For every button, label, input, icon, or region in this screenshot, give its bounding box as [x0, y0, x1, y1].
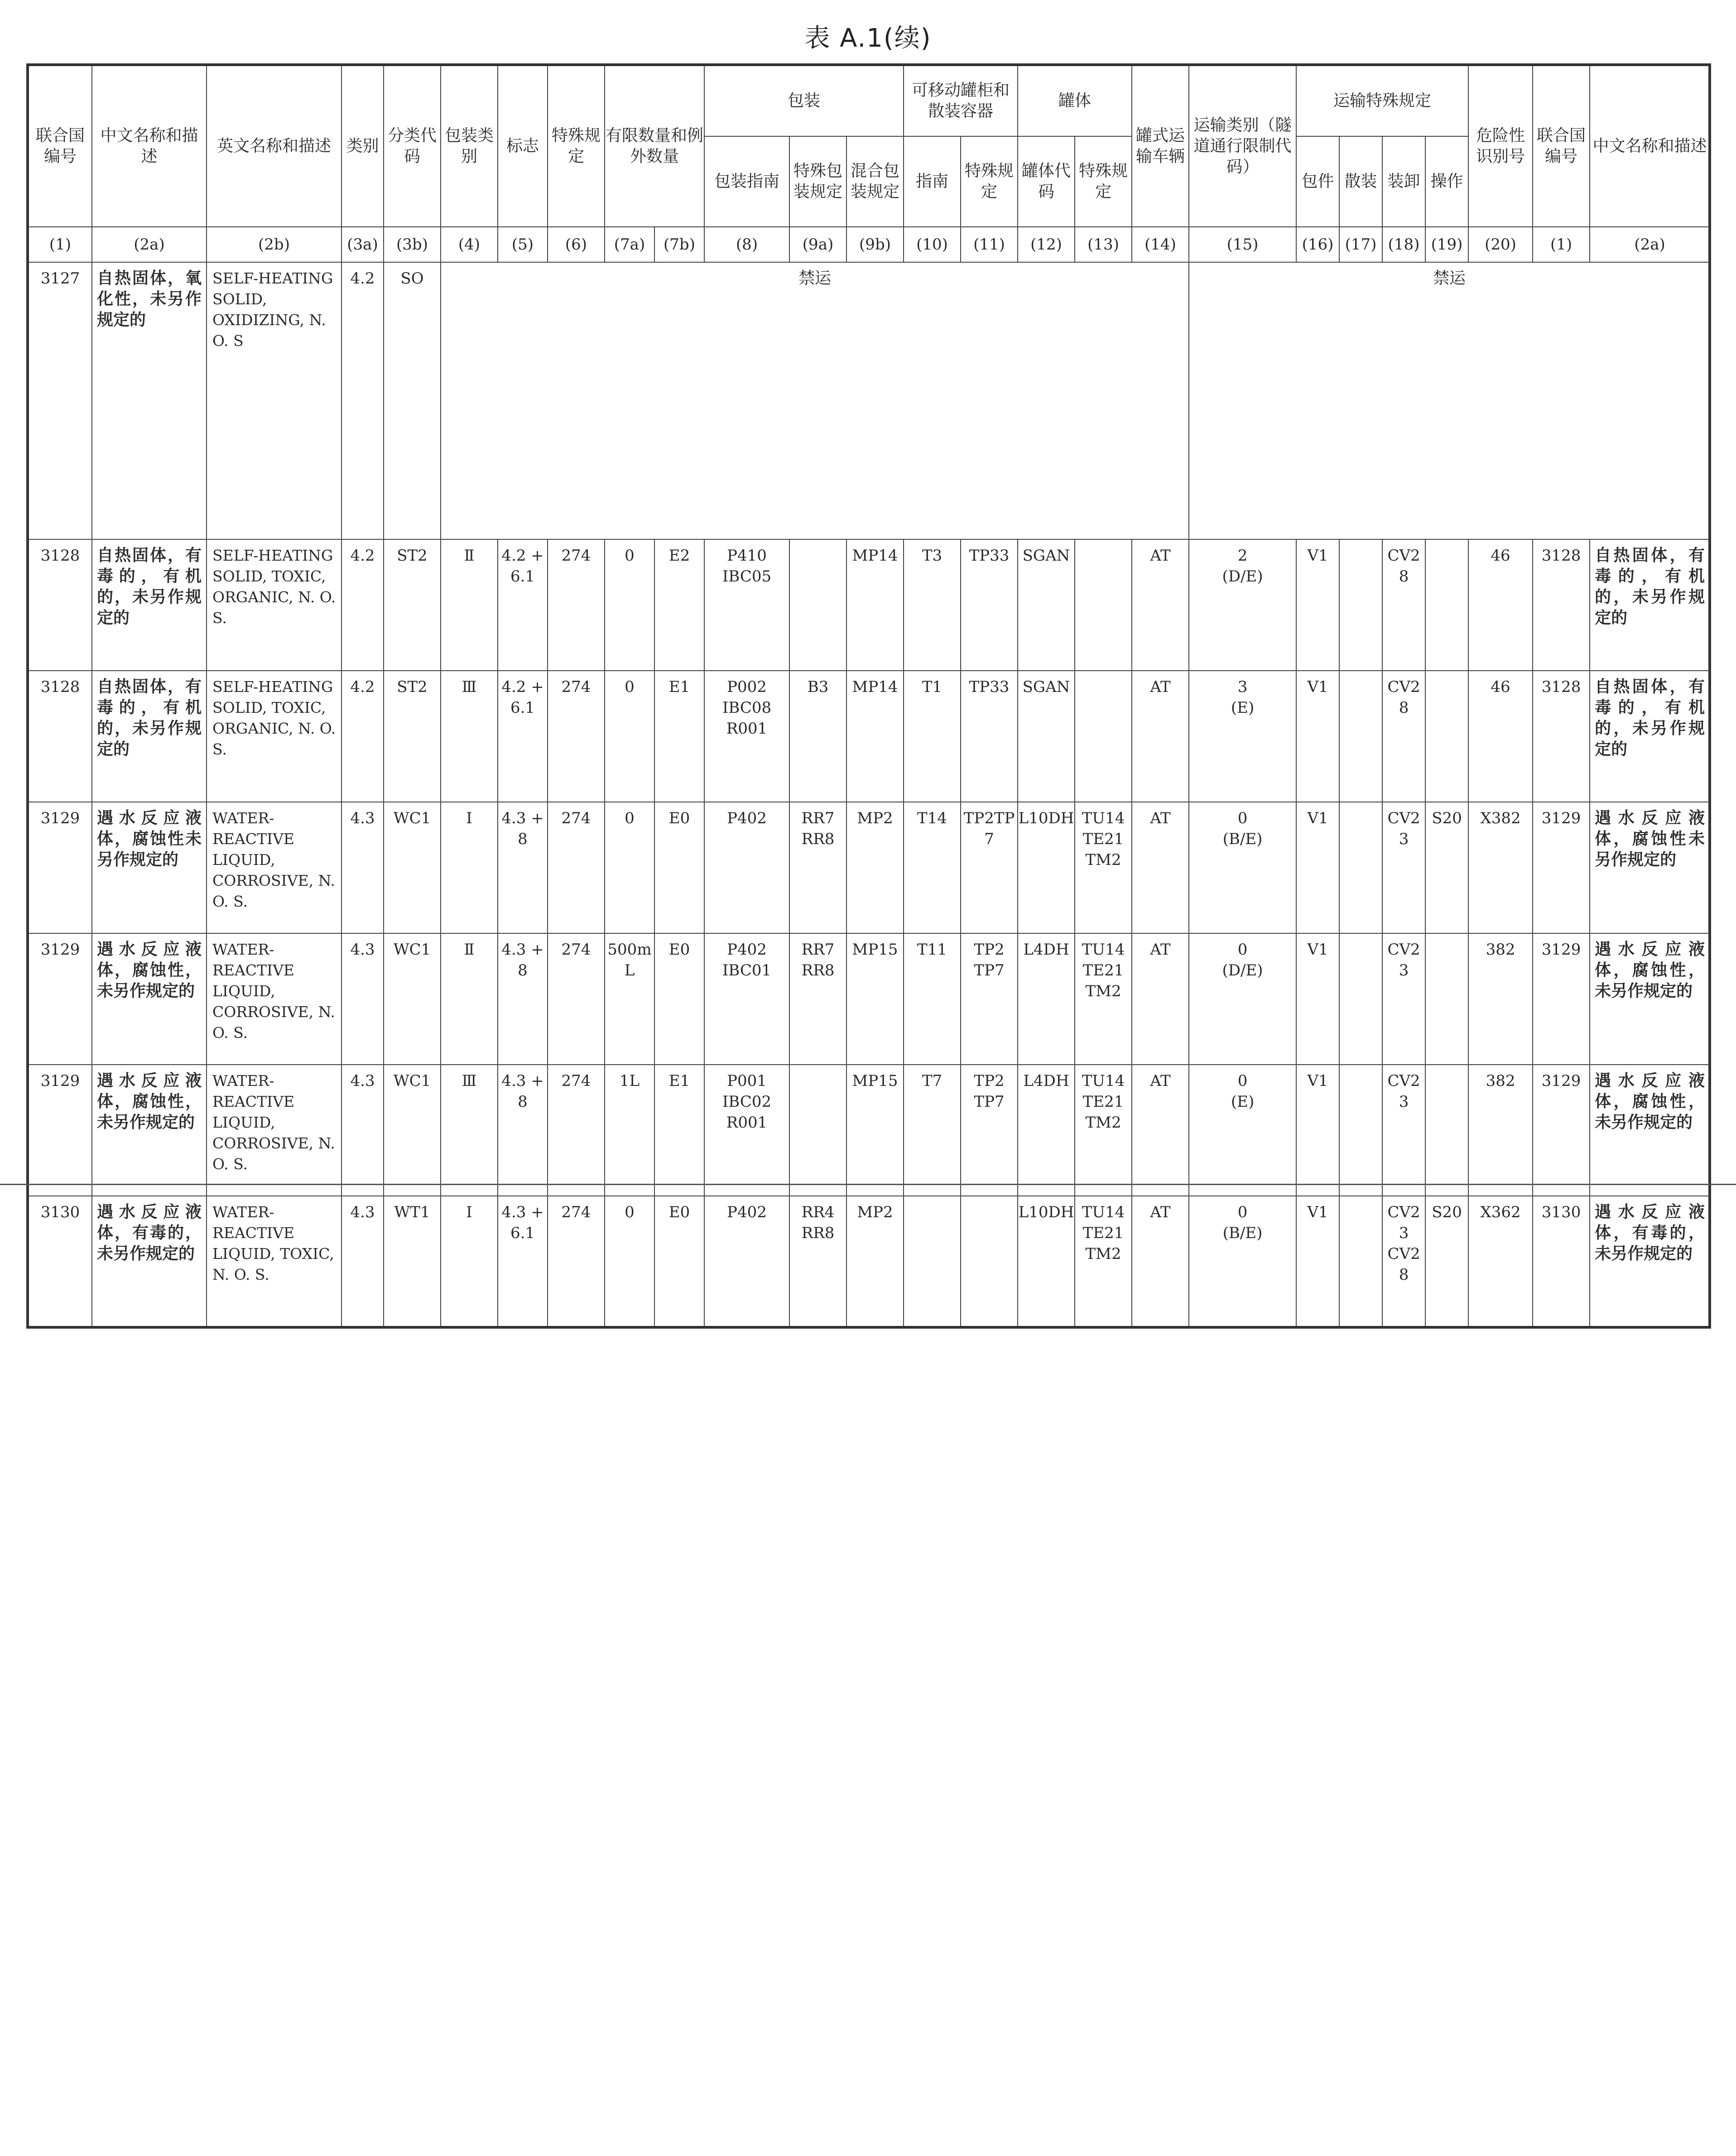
- table-cell: L10DH: [1018, 1196, 1075, 1327]
- column-number: (4): [441, 227, 498, 262]
- table-cell: 4.3: [341, 802, 384, 933]
- table-cell: 3129: [1533, 802, 1590, 933]
- table-cell: 1L: [605, 1065, 654, 1196]
- table-cell: WATER-REACTIVE LIQUID, TOXIC, N. O. S.: [207, 1196, 341, 1327]
- table-cell: TU14 TE21 TM2: [1075, 1196, 1132, 1327]
- column-number: (2a): [92, 227, 207, 262]
- table-cell: 4.3: [341, 933, 384, 1065]
- table-cell: [1425, 933, 1468, 1065]
- table-cell: 3128: [28, 539, 92, 671]
- table-cell: WATER-REACTIVE LIQUID, CORROSIVE, N. O. S.: [207, 933, 341, 1065]
- table-cell: TU14 TE21 TM2: [1075, 802, 1132, 933]
- header-mixed-packing: 混合包装规定: [846, 136, 904, 227]
- header-tank-code: 罐体代码: [1018, 136, 1075, 227]
- table-cell: 3128: [1533, 539, 1590, 671]
- table-cell: RR7 RR8: [789, 933, 846, 1065]
- column-number: (8): [704, 227, 789, 262]
- table-row: [28, 539, 1710, 671]
- table-cell: 自热固体，有毒的，有机的，未另作规定的: [92, 539, 207, 671]
- table-cell: 遇水反应液体，有毒的，未另作规定的: [1590, 1196, 1710, 1327]
- table-row: [28, 1065, 1710, 1196]
- table-cell: 274: [548, 1065, 605, 1196]
- table-cell: 4.2: [341, 539, 384, 671]
- header-portable-tanks: 可移动罐柜和散装容器: [904, 65, 1018, 136]
- table-cell: P402 IBC01: [704, 933, 789, 1065]
- table-cell: 4.3 + 6.1: [498, 1196, 548, 1327]
- table-cell: [1425, 539, 1468, 671]
- table-cell: 4.2 + 6.1: [498, 539, 548, 671]
- table-cell: CV28: [1382, 671, 1425, 802]
- table-cell: E0: [654, 1196, 704, 1327]
- column-number: (13): [1075, 227, 1132, 262]
- table-cell: 遇水反应液体，有毒的，未另作规定的: [92, 1196, 207, 1327]
- table-cell: 500mL: [605, 933, 654, 1065]
- table-cell: Ⅲ: [441, 1065, 498, 1196]
- table-cell: 4.2: [341, 262, 384, 539]
- table-cell: 4.2: [341, 671, 384, 802]
- banned-note: 禁运: [1189, 262, 1710, 539]
- table-cell: TP2 TP7: [961, 933, 1018, 1065]
- header-un-no: 联合国编号: [28, 65, 92, 227]
- column-number: (6): [548, 227, 605, 262]
- column-number: (9b): [846, 227, 904, 262]
- table-cell: 遇水反应液体，腐蚀性，未另作规定的: [92, 1065, 207, 1196]
- table-cell: MP2: [846, 802, 904, 933]
- column-number: (1): [1533, 227, 1590, 262]
- table-cell: B3: [789, 671, 846, 802]
- table-cell: L4DH: [1018, 933, 1075, 1065]
- table-cell: TP2 TP7: [961, 1065, 1018, 1196]
- table-cell: 遇水反应液体，腐蚀性，未另作规定的: [1590, 1065, 1710, 1196]
- table-cell: TP33: [961, 539, 1018, 671]
- column-number: (3a): [341, 227, 384, 262]
- table-row: [28, 802, 1710, 933]
- column-number: (12): [1018, 227, 1075, 262]
- table-cell: V1: [1296, 1196, 1339, 1327]
- table-cell: 0 (B/E): [1189, 1196, 1296, 1327]
- table-cell: V1: [1296, 671, 1339, 802]
- table-cell: V1: [1296, 539, 1339, 671]
- table-cell: V1: [1296, 802, 1339, 933]
- table-cell: AT: [1132, 539, 1189, 671]
- table-cell: 遇水反应液体，腐蚀性未另作规定的: [1590, 802, 1710, 933]
- table-cell: [1339, 933, 1382, 1065]
- table-cell: TP33: [961, 671, 1018, 802]
- column-number: (2a): [1590, 227, 1710, 262]
- header-name-cn: 中文名称和描述: [92, 65, 207, 227]
- table-cell: CV28: [1382, 539, 1425, 671]
- table-cell: 46: [1468, 671, 1533, 802]
- table-cell: CV23 CV28: [1382, 1196, 1425, 1327]
- column-number: (7b): [654, 227, 704, 262]
- table-cell: 2 (D/E): [1189, 539, 1296, 671]
- table-cell: CV23: [1382, 933, 1425, 1065]
- column-number: (17): [1339, 227, 1382, 262]
- table-cell: P001 IBC02 R001: [704, 1065, 789, 1196]
- table-cell: V1: [1296, 1065, 1339, 1196]
- header-portable-instructions: 指南: [904, 136, 961, 227]
- table-cell: AT: [1132, 671, 1189, 802]
- table-cell: [1339, 1196, 1382, 1327]
- table-cell: AT: [1132, 933, 1189, 1065]
- table-cell: 3128: [1533, 671, 1590, 802]
- table-cell: WT1: [384, 1196, 441, 1327]
- table-cell: 4.3 + 8: [498, 1065, 548, 1196]
- header-packages: 包件: [1296, 136, 1339, 227]
- table-cell: WATER-REACTIVE LIQUID, CORROSIVE, N. O. S.: [207, 802, 341, 933]
- table-cell: 274: [548, 539, 605, 671]
- table-cell: T14: [904, 802, 961, 933]
- page-divider: [0, 1184, 1736, 1185]
- table-cell: 遇水反应液体，腐蚀性，未另作规定的: [92, 933, 207, 1065]
- table-cell: TU14 TE21 TM2: [1075, 1065, 1132, 1196]
- table-cell: 3129: [28, 802, 92, 933]
- column-number: (14): [1132, 227, 1189, 262]
- table-cell: E1: [654, 671, 704, 802]
- header-special-provisions: 特殊规定: [548, 65, 605, 227]
- table-cell: SELF-HEATING SOLID, TOXIC, ORGANIC, N. O. S.: [207, 671, 341, 802]
- column-number: (1): [28, 227, 92, 262]
- table-cell: 3128: [28, 671, 92, 802]
- header-carriage-provisions: 运输特殊规定: [1296, 65, 1468, 136]
- table-cell: ST2: [384, 539, 441, 671]
- table-cell: TP2TP7: [961, 802, 1018, 933]
- header-hazard-id: 危险性识别号: [1468, 65, 1533, 227]
- table-cell: MP14: [846, 539, 904, 671]
- table-cell: E0: [654, 802, 704, 933]
- table-cell: 3129: [1533, 933, 1590, 1065]
- header-transport-category: 运输类别（隧道通行限制代码）: [1189, 65, 1296, 227]
- table-cell: S20: [1425, 802, 1468, 933]
- table-cell: X382: [1468, 802, 1533, 933]
- table-cell: [1339, 1065, 1382, 1196]
- table-cell: 3129: [1533, 1065, 1590, 1196]
- table-cell: WC1: [384, 1065, 441, 1196]
- table-cell: 4.2 + 6.1: [498, 671, 548, 802]
- table-cell: [904, 1196, 961, 1327]
- table-cell: 274: [548, 933, 605, 1065]
- table-row: [28, 1196, 1710, 1327]
- table-cell: 274: [548, 671, 605, 802]
- banned-note: 禁运: [441, 262, 1189, 539]
- table-cell: E0: [654, 933, 704, 1065]
- table-cell: 3 (E): [1189, 671, 1296, 802]
- table-row: [28, 671, 1710, 802]
- column-number: (2b): [207, 227, 341, 262]
- table-cell: [1425, 1065, 1468, 1196]
- table-cell: T11: [904, 933, 961, 1065]
- table-cell: TU14 TE21 TM2: [1075, 933, 1132, 1065]
- column-number: (16): [1296, 227, 1339, 262]
- table-cell: 0: [605, 802, 654, 933]
- header-packing-instructions: 包装指南: [704, 136, 789, 227]
- table-cell: 3130: [1533, 1196, 1590, 1327]
- column-number: (15): [1189, 227, 1296, 262]
- column-number: (3b): [384, 227, 441, 262]
- table-cell: 3127: [28, 262, 92, 539]
- table-cell: SELF-HEATING SOLID, TOXIC, ORGANIC, N. O. S.: [207, 539, 341, 671]
- table-cell: [1339, 802, 1382, 933]
- table-cell: 自热固体，有毒的，有机的，未另作规定的: [1590, 671, 1710, 802]
- table-cell: P410 IBC05: [704, 539, 789, 671]
- column-number: (10): [904, 227, 961, 262]
- table-cell: WC1: [384, 933, 441, 1065]
- header-name-cn-right: 中文名称和描述: [1590, 65, 1710, 227]
- table-cell: 3129: [28, 1065, 92, 1196]
- table-cell: WATER-REACTIVE LIQUID, CORROSIVE, N. O. S.: [207, 1065, 341, 1196]
- table-cell: L10DH: [1018, 802, 1075, 933]
- table-cell: S20: [1425, 1196, 1468, 1327]
- table-cell: Ⅰ: [441, 802, 498, 933]
- table-cell: T3: [904, 539, 961, 671]
- column-number: (5): [498, 227, 548, 262]
- column-number: (9a): [789, 227, 846, 262]
- table-cell: 3130: [28, 1196, 92, 1327]
- table-cell: [961, 1196, 1018, 1327]
- table-cell: P002 IBC08 R001: [704, 671, 789, 802]
- table-cell: 0: [605, 671, 654, 802]
- table-cell: V1: [1296, 933, 1339, 1065]
- table-cell: Ⅱ: [441, 933, 498, 1065]
- table-cell: L4DH: [1018, 1065, 1075, 1196]
- header-tank-vehicle: 罐式运输车辆: [1132, 65, 1189, 227]
- column-number: (20): [1468, 227, 1533, 262]
- header-class: 类别: [341, 65, 384, 227]
- table-cell: MP15: [846, 933, 904, 1065]
- table-cell: [1339, 671, 1382, 802]
- table-cell: 遇水反应液体，腐蚀性，未另作规定的: [1590, 933, 1710, 1065]
- table-cell: Ⅰ: [441, 1196, 498, 1327]
- header-tank-special: 特殊规定: [1075, 136, 1132, 227]
- table-cell: SGAN: [1018, 539, 1075, 671]
- table-cell: MP14: [846, 671, 904, 802]
- table-cell: E1: [654, 1065, 704, 1196]
- table-cell: E2: [654, 539, 704, 671]
- table-cell: 4.3: [341, 1196, 384, 1327]
- table-cell: 自热固体，氧化性，未另作规定的: [92, 262, 207, 539]
- table-cell: [1425, 671, 1468, 802]
- table-cell: MP2: [846, 1196, 904, 1327]
- table-cell: [789, 539, 846, 671]
- table-cell: RR7 RR8: [789, 802, 846, 933]
- table-cell: 274: [548, 1196, 605, 1327]
- table-cell: 4.3 + 8: [498, 802, 548, 933]
- table-cell: 4.3 + 8: [498, 933, 548, 1065]
- table-cell: RR4 RR8: [789, 1196, 846, 1327]
- table-cell: 0 (D/E): [1189, 933, 1296, 1065]
- table-cell: 自热固体，有毒的，有机的，未另作规定的: [92, 671, 207, 802]
- header-label: 标志: [498, 65, 548, 227]
- table-cell: 3129: [28, 933, 92, 1065]
- table-cell: SGAN: [1018, 671, 1075, 802]
- column-number: (18): [1382, 227, 1425, 262]
- table-cell: X362: [1468, 1196, 1533, 1327]
- table-cell: 0 (B/E): [1189, 802, 1296, 933]
- table-cell: 0: [605, 539, 654, 671]
- header-packaging: 包装: [704, 65, 904, 136]
- table-cell: SO: [384, 262, 441, 539]
- table-cell: Ⅱ: [441, 539, 498, 671]
- column-number: (7a): [605, 227, 654, 262]
- table-cell: SELF-HEATING SOLID, OXIDIZING, N. O. S: [207, 262, 341, 539]
- header-class-code: 分类代码: [384, 65, 441, 227]
- table-cell: 遇水反应液体，腐蚀性未另作规定的: [92, 802, 207, 933]
- header-packing-group: 包装类别: [441, 65, 498, 227]
- table-cell: [1075, 671, 1132, 802]
- table-cell: AT: [1132, 802, 1189, 933]
- column-number-row: [28, 227, 1710, 262]
- header-portable-special: 特殊规定: [961, 136, 1018, 227]
- table-cell: P402: [704, 1196, 789, 1327]
- page-title: 表 A.1(续): [804, 24, 932, 53]
- header-operation: 操作: [1425, 136, 1468, 227]
- table-cell: CV23: [1382, 802, 1425, 933]
- table-cell: [789, 1065, 846, 1196]
- table-cell: T1: [904, 671, 961, 802]
- table-cell: 382: [1468, 1065, 1533, 1196]
- table-cell: ST2: [384, 671, 441, 802]
- table-cell: T7: [904, 1065, 961, 1196]
- table-cell: 382: [1468, 933, 1533, 1065]
- header-tank: 罐体: [1018, 65, 1132, 136]
- table-cell: 自热固体，有毒的，有机的，未另作规定的: [1590, 539, 1710, 671]
- dangerous-goods-table: [26, 63, 1711, 1329]
- table-row: [28, 262, 1710, 539]
- table-cell: AT: [1132, 1065, 1189, 1196]
- table-cell: 4.3: [341, 1065, 384, 1196]
- column-number: (19): [1425, 227, 1468, 262]
- table-cell: 0 (E): [1189, 1065, 1296, 1196]
- table-cell: 274: [548, 802, 605, 933]
- table-cell: [1075, 539, 1132, 671]
- table-row: [28, 933, 1710, 1065]
- column-number: (11): [961, 227, 1018, 262]
- table-cell: P402: [704, 802, 789, 933]
- table-cell: WC1: [384, 802, 441, 933]
- header-loading: 装卸: [1382, 136, 1425, 227]
- header-name-en: 英文名称和描述: [207, 65, 341, 227]
- table-cell: 46: [1468, 539, 1533, 671]
- table-cell: 0: [605, 1196, 654, 1327]
- header-un-no-right: 联合国编号: [1533, 65, 1590, 227]
- table-cell: AT: [1132, 1196, 1189, 1327]
- table-cell: MP15: [846, 1065, 904, 1196]
- header-special-packing: 特殊包装规定: [789, 136, 846, 227]
- header-limited-excepted-qty: 有限数量和例外数量: [605, 65, 704, 227]
- table-cell: Ⅲ: [441, 671, 498, 802]
- table-cell: CV23: [1382, 1065, 1425, 1196]
- header-bulk: 散装: [1339, 136, 1382, 227]
- table-cell: [1339, 539, 1382, 671]
